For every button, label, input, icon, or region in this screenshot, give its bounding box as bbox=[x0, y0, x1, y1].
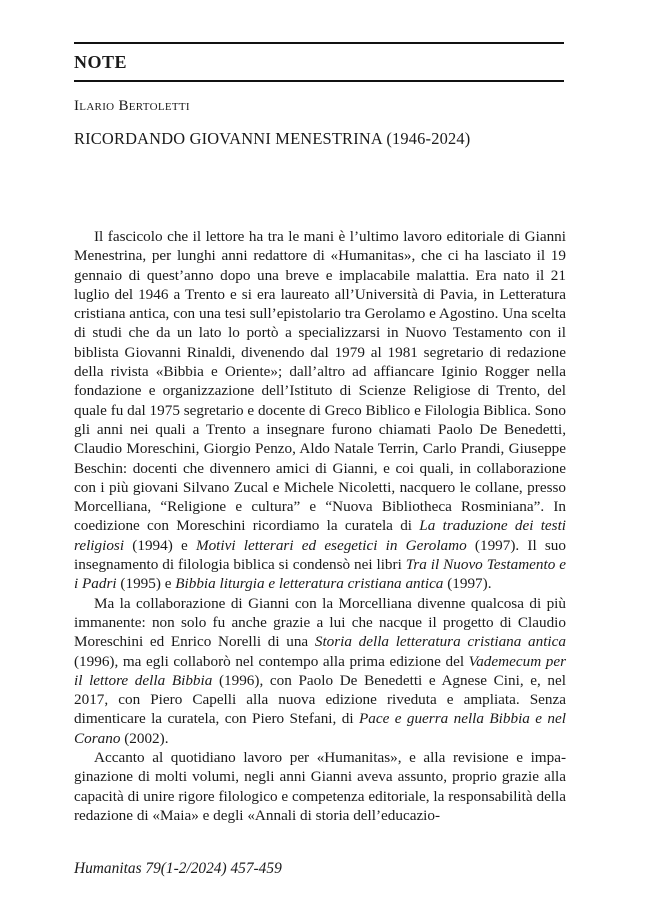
journal-citation: Humanitas 79(1-2/2024) 457-459 bbox=[74, 860, 282, 877]
text-run: (1996), ma egli collaborò nel contempo alla prima edizione del bbox=[74, 652, 469, 670]
text-run: Ma la collaborazione di Gianni con la Morcelliana divenne qualcosa di più immanente: non solo fu anche grazie a lui che nacque il progetto di Claudio Moreschini ed Enrico Norelli di una bbox=[74, 594, 566, 651]
author-name: Ilario Bertoletti bbox=[74, 98, 190, 114]
italic-title: Motivi letterari ed esegetici in Gerolamo bbox=[195, 536, 467, 554]
text-run: (2002). bbox=[120, 729, 169, 747]
article-body bbox=[74, 227, 566, 825]
italic-title: Pace e guerra nella Bibbia e nel Corano bbox=[74, 710, 566, 747]
italic-title: La traduzione dei testi religiosi bbox=[74, 517, 567, 554]
section-heading: NOTE bbox=[74, 52, 128, 72]
text-run: (1997). Il suo insegnamento di filologia biblica si condensò nei libri bbox=[74, 536, 566, 574]
text-run: Il fascicolo che il lettore ha tra le mani è l’ultimo lavoro editoriale di Gianni Menestrina, per lunghi anni redattore di «Humanitas», che ci ha lasciato il 19 gennaio di quest’anno dopo una breve e implacabile malattia. Era nato il 21 luglio del 1946 a Trento e si era laureato all’Università di Pavia, in Letteratura cristiana antica, con una tesi sull’epistolario tra Gerolamo e Agostino. Una scelta di studi che da un lato lo portò a specializzarsi in Nuovo Testamento con il biblista Giovanni Rinaldi, divenendo dal 1979 al 1981 segretario di redazione della rivista «Bibbia e Oriente»; dall’altro ad affiancare Iginio Rogger nella fondazione e organizzazione dell’Istituto di Scienze Religiose di Trento, del quale fu dal 1975 segretario e docente di Greco Biblico e Filologia Biblica. Sono gli anni nei quali a Trento a insegnare furono chiamati Paolo De Benedetti, Claudio Moreschini, Giorgio Penzo, Aldo Natale Terrin, Carlo Prandi, Giuseppe Beschin: docenti che divennero amici di Gianni, e coi quali, in collaborazione con i più giovani Silvano Zucal e Michele Nicoletti, nacquero le collane, presso Morcelliana, “Religione e cultura” e “Nuova Bibliotheca Rosminiana”. In coedizione con Moreschini ricordiamo la curatela di bbox=[74, 228, 566, 535]
article-title: RICORDANDO GIOVANNI MENESTRINA (1946-2024) bbox=[74, 129, 471, 148]
text-run: (1997). bbox=[443, 575, 492, 593]
text-run: (1994) e bbox=[124, 536, 196, 554]
text-run: (1995) e bbox=[116, 575, 176, 593]
text-run: (1996), con Paolo De Benedetti e Agnese Cini, e, nel 2017, con Piero Capelli alla nuova edizione riveduta e ampliata. Senza dimenticare la curatela, con Piero Stefani, di bbox=[74, 671, 566, 728]
text-run: Accanto al quotidiano lavoro per «Humanitas», e alla revisione e impaginazione di molti volumi, negli anni Gianni aveva assunto, proprio grazie alla capacità di unire rigore filologico e competenza editoriale, la responsabilità della redazione di «Maia» e degli «Annali di storia dell’educazio- bbox=[74, 749, 566, 824]
paragraph bbox=[74, 227, 566, 594]
paragraph bbox=[74, 748, 566, 825]
italic-title: Storia della letteratura cristiana antica bbox=[314, 633, 566, 651]
paragraph bbox=[74, 594, 566, 748]
italic-title: Vademecum per il lettore della Bibbia bbox=[74, 652, 566, 689]
top-rule bbox=[74, 42, 564, 44]
heading-rule bbox=[74, 80, 564, 82]
italic-title: Bibbia liturgia e letteratura cristiana antica bbox=[175, 575, 444, 593]
italic-title: Tra il Nuovo Testamento e i Padri bbox=[74, 556, 566, 593]
